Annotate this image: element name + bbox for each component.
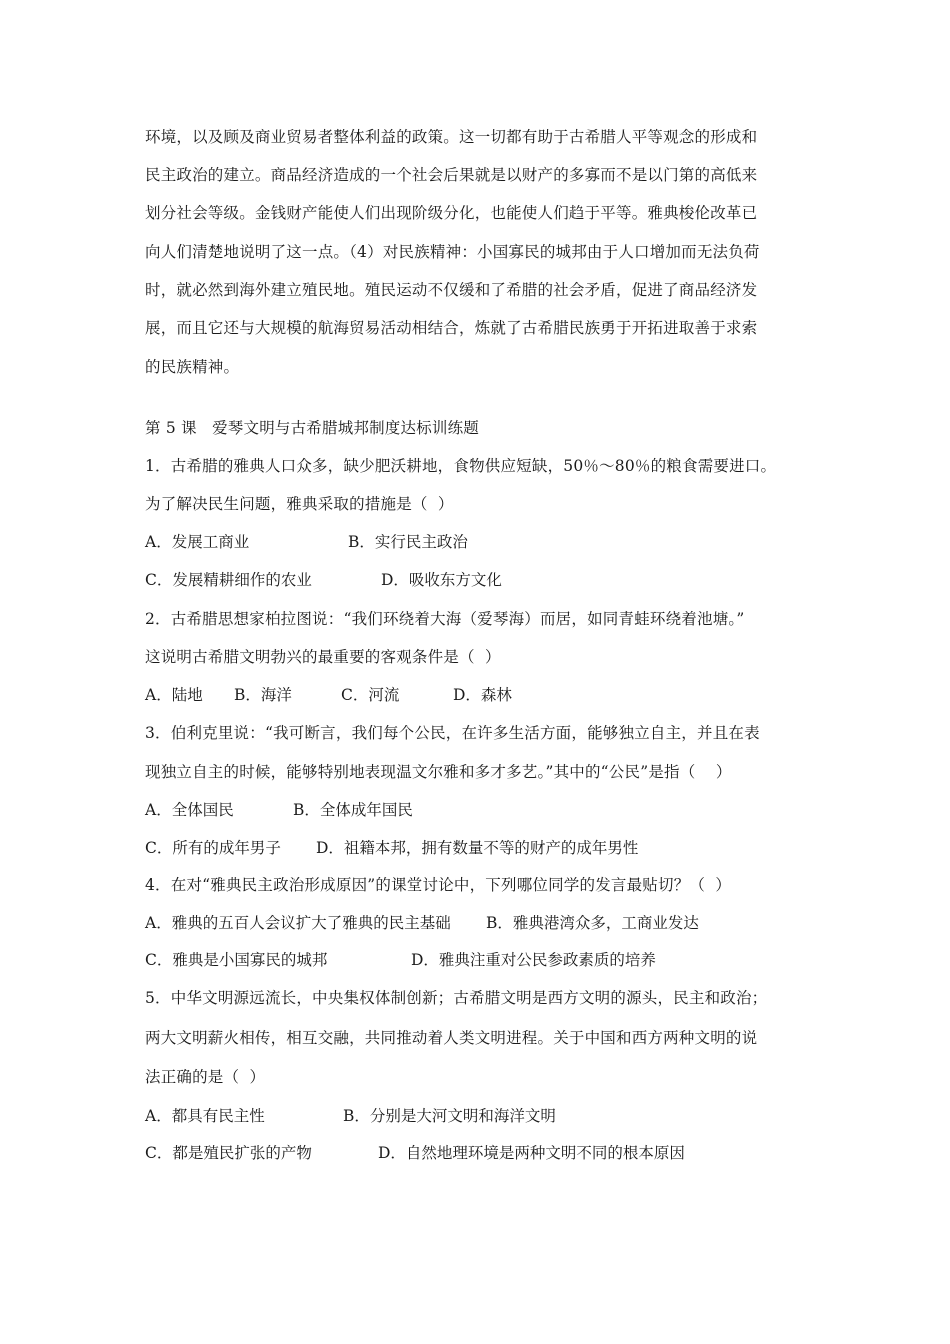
intro-line: 划分社会等级。金钱财产能使人们出现阶级分化，也能使人们趋于平等。雅典梭伦改革已 bbox=[145, 204, 758, 222]
question-5-stem: 5．中华文明源远流长，中央集权体制创新；古希腊文明是西方文明的源头，民主和政治； bbox=[145, 989, 768, 1007]
question-1-stem: 为了解决民生问题，雅典采取的措施是（ ） bbox=[145, 495, 454, 513]
question-5-option-c: C．都是殖民扩张的产物 bbox=[145, 1144, 312, 1162]
question-4-stem: 4．在对“雅典民主政治形成原因”的课堂讨论中，下列哪位同学的发言最贴切？（ ） bbox=[145, 876, 732, 894]
lesson-title: 第 5 课 爱琴文明与古希腊城邦制度达标训练题 bbox=[145, 419, 479, 437]
intro-line: 时，就必然到海外建立殖民地。殖民运动不仅缓和了希腊的社会矛盾，促进了商品经济发 bbox=[145, 281, 758, 299]
question-4-option-c: C．雅典是小国寡民的城邦 bbox=[145, 951, 328, 969]
question-3-option-d: D．祖籍本邦，拥有数量不等的财产的成年男性 bbox=[316, 839, 639, 857]
question-1-option-b: B．实行民主政治 bbox=[348, 533, 468, 551]
question-5-stem: 法正确的是（ ） bbox=[145, 1068, 266, 1086]
question-3-stem: 3．伯利克里说：“我可断言，我们每个公民，在许多生活方面，能够独立自主，并且在表 bbox=[145, 724, 760, 742]
question-1-option-d: D．吸收东方文化 bbox=[381, 571, 502, 589]
question-1-option-a: A．发展工商业 bbox=[145, 533, 250, 551]
question-5-option-d: D．自然地理环境是两种文明不同的根本原因 bbox=[378, 1144, 685, 1162]
intro-line: 展，而且它还与大规模的航海贸易活动相结合，炼就了古希腊民族勇于开拓进取善于求索 bbox=[145, 319, 758, 337]
question-3-option-a: A．全体国民 bbox=[145, 801, 234, 819]
question-3-option-b: B．全体成年国民 bbox=[293, 801, 413, 819]
intro-line: 环境，以及顾及商业贸易者整体利益的政策。这一切都有助于古希腊人平等观念的形成和 bbox=[145, 128, 758, 146]
question-1-stem: 1．古希腊的雅典人口众多，缺少肥沃耕地，食物供应短缺，50％～80％的粮食需要进口。 bbox=[145, 457, 777, 475]
question-4-option-b: B．雅典港湾众多，工商业发达 bbox=[486, 914, 699, 932]
question-2-option-d: D．森林 bbox=[453, 686, 512, 704]
question-2-option-b: B．海洋 bbox=[234, 686, 292, 704]
question-5-option-a: A．都具有民主性 bbox=[145, 1107, 265, 1125]
question-3-option-c: C．所有的成年男子 bbox=[145, 839, 281, 857]
intro-line: 民主政治的建立。商品经济造成的一个社会后果就是以财产的多寡而不是以门第的高低来 bbox=[145, 166, 758, 184]
question-4-option-a: A．雅典的五百人会议扩大了雅典的民主基础 bbox=[145, 914, 451, 932]
intro-line: 向人们清楚地说明了这一点。（4）对民族精神：小国寡民的城邦由于人口增加而无法负荷 bbox=[145, 243, 760, 261]
question-3-stem: 现独立自主的时候，能够特别地表现温文尔雅和多才多艺。”其中的“公民”是指（ ） bbox=[145, 763, 732, 781]
question-4-option-d: D．雅典注重对公民参政素质的培养 bbox=[411, 951, 656, 969]
question-2-option-c: C．河流 bbox=[341, 686, 400, 704]
question-2-stem: 这说明古希腊文明勃兴的最重要的客观条件是（ ） bbox=[145, 648, 501, 666]
intro-line: 的民族精神。 bbox=[145, 358, 240, 376]
question-2-stem: 2．古希腊思想家柏拉图说：“我们环绕着大海（爱琴海）而居，如同青蛙环绕着池塘。” bbox=[145, 610, 745, 628]
question-1-option-c: C．发展精耕细作的农业 bbox=[145, 571, 312, 589]
question-5-stem: 两大文明薪火相传，相互交融，共同推动着人类文明进程。关于中国和西方两种文明的说 bbox=[145, 1029, 758, 1047]
question-2-option-a: A．陆地 bbox=[145, 686, 203, 704]
question-5-option-b: B．分别是大河文明和海洋文明 bbox=[343, 1107, 556, 1125]
